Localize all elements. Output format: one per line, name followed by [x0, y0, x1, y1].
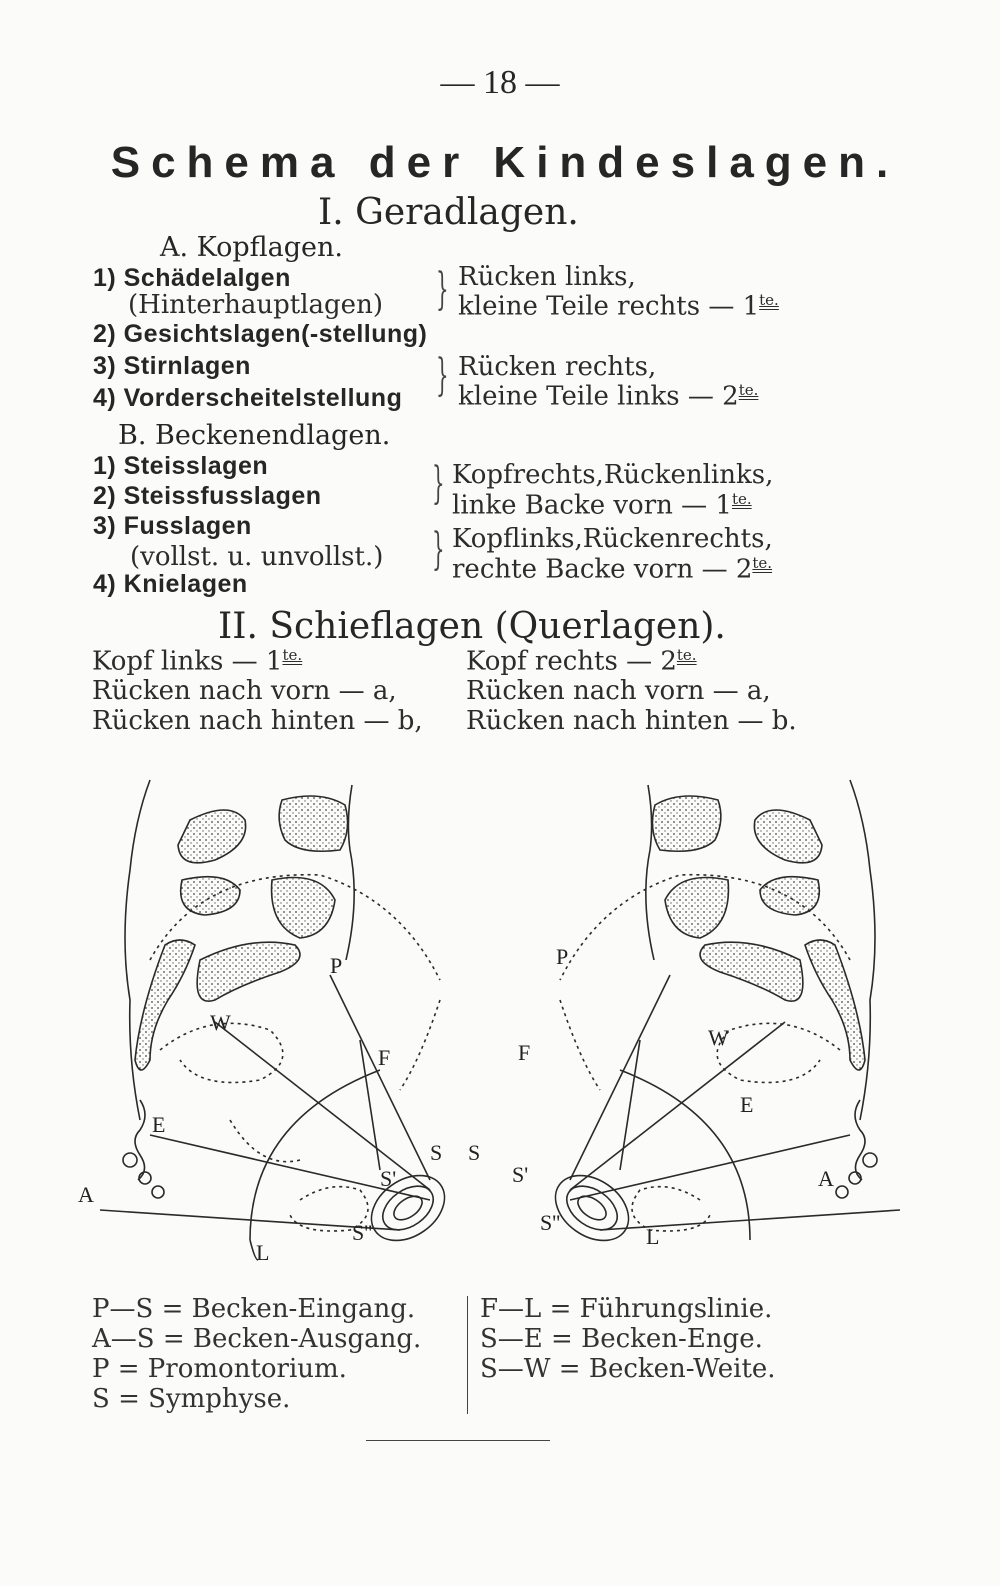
brace-glyph: } — [432, 458, 445, 509]
position-text: kleine Teile rechts — $1^{te.}$ — [458, 291, 779, 322]
ordinal-suffix: te. — [752, 554, 773, 572]
subsection-heading-kopflagen: A. Kopflagen. — [160, 232, 343, 263]
legend-item: S = Symphyse. — [92, 1384, 291, 1414]
schieflage-text: Kopf rechts — $2^{te.}$ — [466, 646, 697, 677]
figure-label-s2: S'' — [540, 1210, 561, 1235]
figure-label-s1: S' — [512, 1162, 529, 1187]
schieflage-text: Kopf links — $1^{te.}$ — [92, 646, 303, 677]
bottom-rule — [366, 1440, 550, 1441]
ordinal-suffix: te. — [731, 490, 752, 508]
position-text: linke Backe vorn — $1^{te.}$ — [452, 490, 752, 521]
position-text: Rücken rechts, — [458, 352, 657, 382]
section-heading-schieflagen: II. Schieflagen (Querlagen). — [218, 606, 726, 647]
brace-glyph: } — [436, 350, 449, 401]
legend-item: S—E = Becken-Enge. — [480, 1324, 763, 1354]
legend-item: P = Promontorium. — [92, 1354, 347, 1384]
position-number: 1 — [715, 490, 732, 521]
figure-label-s: S — [468, 1140, 481, 1165]
list-item: (vollst. u. unvollst.) — [130, 542, 384, 572]
list-item: 4) Vorderscheitelstellung — [93, 384, 403, 412]
list-item: 2) Gesichtslagen(-stellung) — [93, 320, 428, 348]
ordinal-suffix: te. — [282, 646, 303, 664]
ordinal-suffix: te. — [676, 646, 697, 664]
position-number: 2 — [660, 646, 677, 677]
schieflage-text: Rücken nach vorn — a, — [92, 676, 397, 706]
brace-glyph: } — [436, 264, 449, 315]
figure-label-l: L — [256, 1240, 270, 1265]
list-item: (Hinterhauptlagen) — [128, 290, 383, 320]
section-heading-geradlagen: I. Geradlagen. — [318, 192, 579, 233]
figure-label-f: F — [378, 1045, 391, 1070]
page-title: Schema der Kindeslagen. — [110, 138, 900, 187]
figure-label-e: E — [740, 1092, 754, 1117]
legend-item: F—L = Führungslinie. — [480, 1294, 773, 1324]
figure-label-w: W — [708, 1025, 729, 1050]
list-item: 3) Stirnlagen — [93, 352, 251, 380]
figure-label-w: W — [210, 1010, 231, 1035]
figure-label-f: F — [518, 1040, 531, 1065]
position-text: Rücken links, — [458, 262, 636, 292]
legend-divider — [467, 1296, 468, 1414]
legend-item: P—S = Becken-Eingang. — [92, 1294, 416, 1324]
position-number: 2 — [735, 554, 753, 585]
pelvis-diagram — [0, 760, 1000, 1280]
figure-label-p: P — [330, 953, 343, 978]
ordinal-suffix: te. — [759, 291, 779, 309]
figure-label-s1: S' — [380, 1166, 397, 1191]
position-text: Kopfrechts,Rückenlinks, — [452, 460, 774, 490]
position-number: 1 — [742, 291, 760, 322]
figure-label-s2: S'' — [352, 1220, 373, 1245]
schieflage-text: Rücken nach vorn — a, — [466, 676, 771, 706]
right-pelvis-drawing — [543, 780, 900, 1254]
position-text: kleine Teile links — $2^{te.}$ — [458, 381, 759, 412]
position-number: 1 — [265, 646, 283, 677]
brace-glyph: } — [432, 524, 445, 575]
figure-label-e: E — [152, 1112, 166, 1137]
figure-label-s: S — [430, 1140, 443, 1165]
legend-item: S—W = Becken-Weite. — [480, 1354, 776, 1384]
legend-item: A—S = Becken-Ausgang. — [92, 1324, 422, 1354]
ordinal-suffix: te. — [738, 381, 759, 399]
schieflage-text: Rücken nach hinten — b, — [92, 706, 423, 736]
list-item: 4) Knielagen — [93, 570, 248, 598]
subsection-heading-beckenendlagen: B. Beckenendlagen. — [118, 420, 391, 451]
figure-label-l: L — [646, 1224, 660, 1249]
list-item: 1) Schädelalgen — [93, 264, 291, 292]
list-item: 3) Fusslagen — [93, 512, 252, 540]
figure-label-a: A — [78, 1182, 94, 1207]
left-pelvis-drawing — [100, 780, 457, 1260]
page-number: — 18 — — [440, 64, 560, 101]
schieflage-text: Rücken nach hinten — b. — [466, 706, 797, 736]
figure-label-p: P — [556, 944, 569, 969]
position-number: 2 — [722, 381, 739, 412]
list-item: 2) Steissfusslagen — [93, 482, 322, 510]
list-item: 1) Steisslagen — [93, 452, 269, 480]
position-text: rechte Backe vorn — $2^{te.}$ — [452, 554, 773, 585]
figure-label-a: A — [818, 1166, 834, 1191]
position-text: Kopflinks,Rückenrechts, — [452, 524, 773, 554]
